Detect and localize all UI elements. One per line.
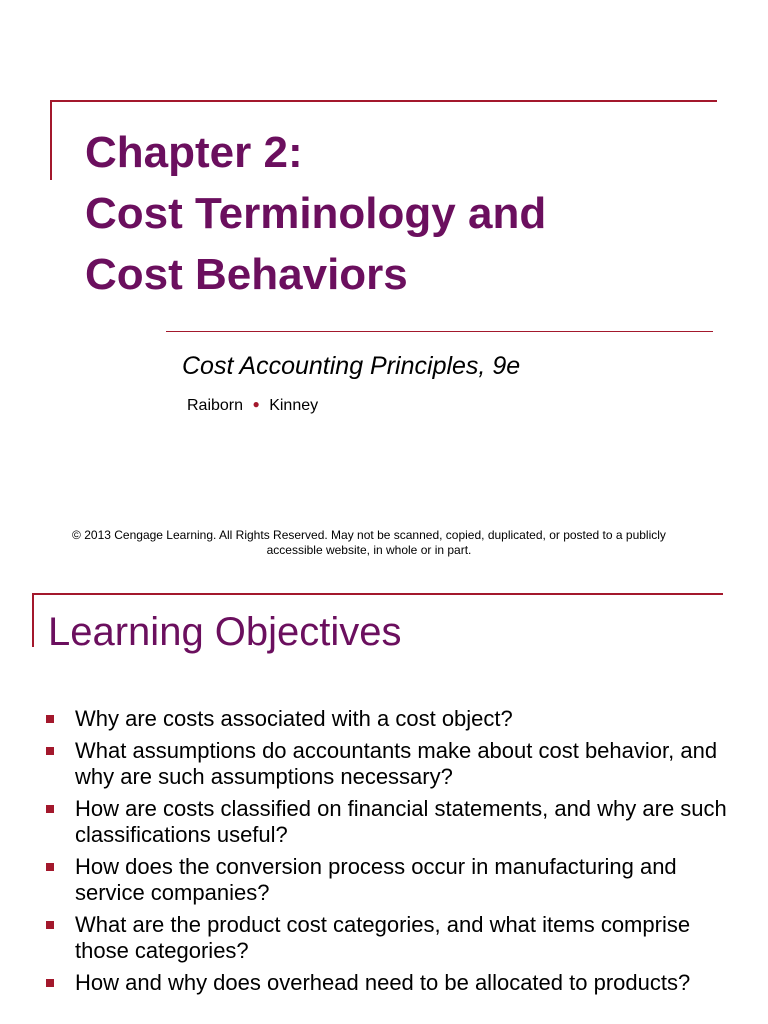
- list-item: [46, 970, 736, 996]
- chapter-title: [85, 122, 546, 305]
- objectives-slide-vertical-rule: [32, 593, 34, 647]
- author-name: Kinney: [269, 397, 319, 414]
- objective-text: How does the conversion process occur in manufacturing and service companies?: [75, 854, 677, 905]
- objective-text: How are costs classified on financial statements, and why are such classifications useful?: [75, 796, 727, 847]
- objectives-slide-top-rule: [32, 593, 723, 595]
- author-name: Raiborn: [187, 397, 244, 414]
- objective-text: What are the product cost categories, and what items comprise those categories?: [75, 912, 691, 963]
- title-slide-vertical-rule: [50, 100, 52, 180]
- title-slide-top-rule: [50, 100, 717, 102]
- objective-text: How and why does overhead need to be allocated to products?: [75, 970, 691, 995]
- square-bullet-icon: [46, 805, 54, 813]
- learning-objectives-heading: Learning Objectives: [48, 610, 402, 654]
- copyright-line: accessible website, in whole or in part.: [266, 543, 472, 557]
- objectives-list: [46, 706, 736, 1002]
- objectives-slide: [0, 590, 768, 1024]
- chapter-title-line: Cost Terminology and: [85, 189, 547, 238]
- square-bullet-icon: [46, 921, 54, 929]
- authors-line: [187, 397, 318, 415]
- square-bullet-icon: [46, 715, 54, 723]
- objective-text: Why are costs associated with a cost object?: [75, 706, 513, 731]
- chapter-title-line: Chapter 2:: [85, 128, 303, 177]
- list-item: [46, 854, 736, 906]
- list-item: [46, 912, 736, 964]
- list-item: [46, 706, 736, 732]
- copyright-line: © 2013 Cengage Learning. All Rights Reserved. May not be scanned, copied, duplicated, or posted to a publicly: [72, 528, 666, 542]
- list-item: [46, 796, 736, 848]
- list-item: [46, 738, 736, 790]
- square-bullet-icon: [46, 863, 54, 871]
- book-subtitle: Cost Accounting Principles, 9e: [182, 352, 521, 380]
- objective-text: What assumptions do accountants make about cost behavior, and why are such assumptions necessary?: [75, 738, 718, 789]
- copyright-notice: [0, 528, 738, 558]
- title-divider-rule: [166, 331, 713, 332]
- square-bullet-icon: [46, 747, 54, 755]
- bullet-separator-icon: ●: [252, 397, 260, 411]
- square-bullet-icon: [46, 979, 54, 987]
- chapter-title-line: Cost Behaviors: [85, 250, 408, 299]
